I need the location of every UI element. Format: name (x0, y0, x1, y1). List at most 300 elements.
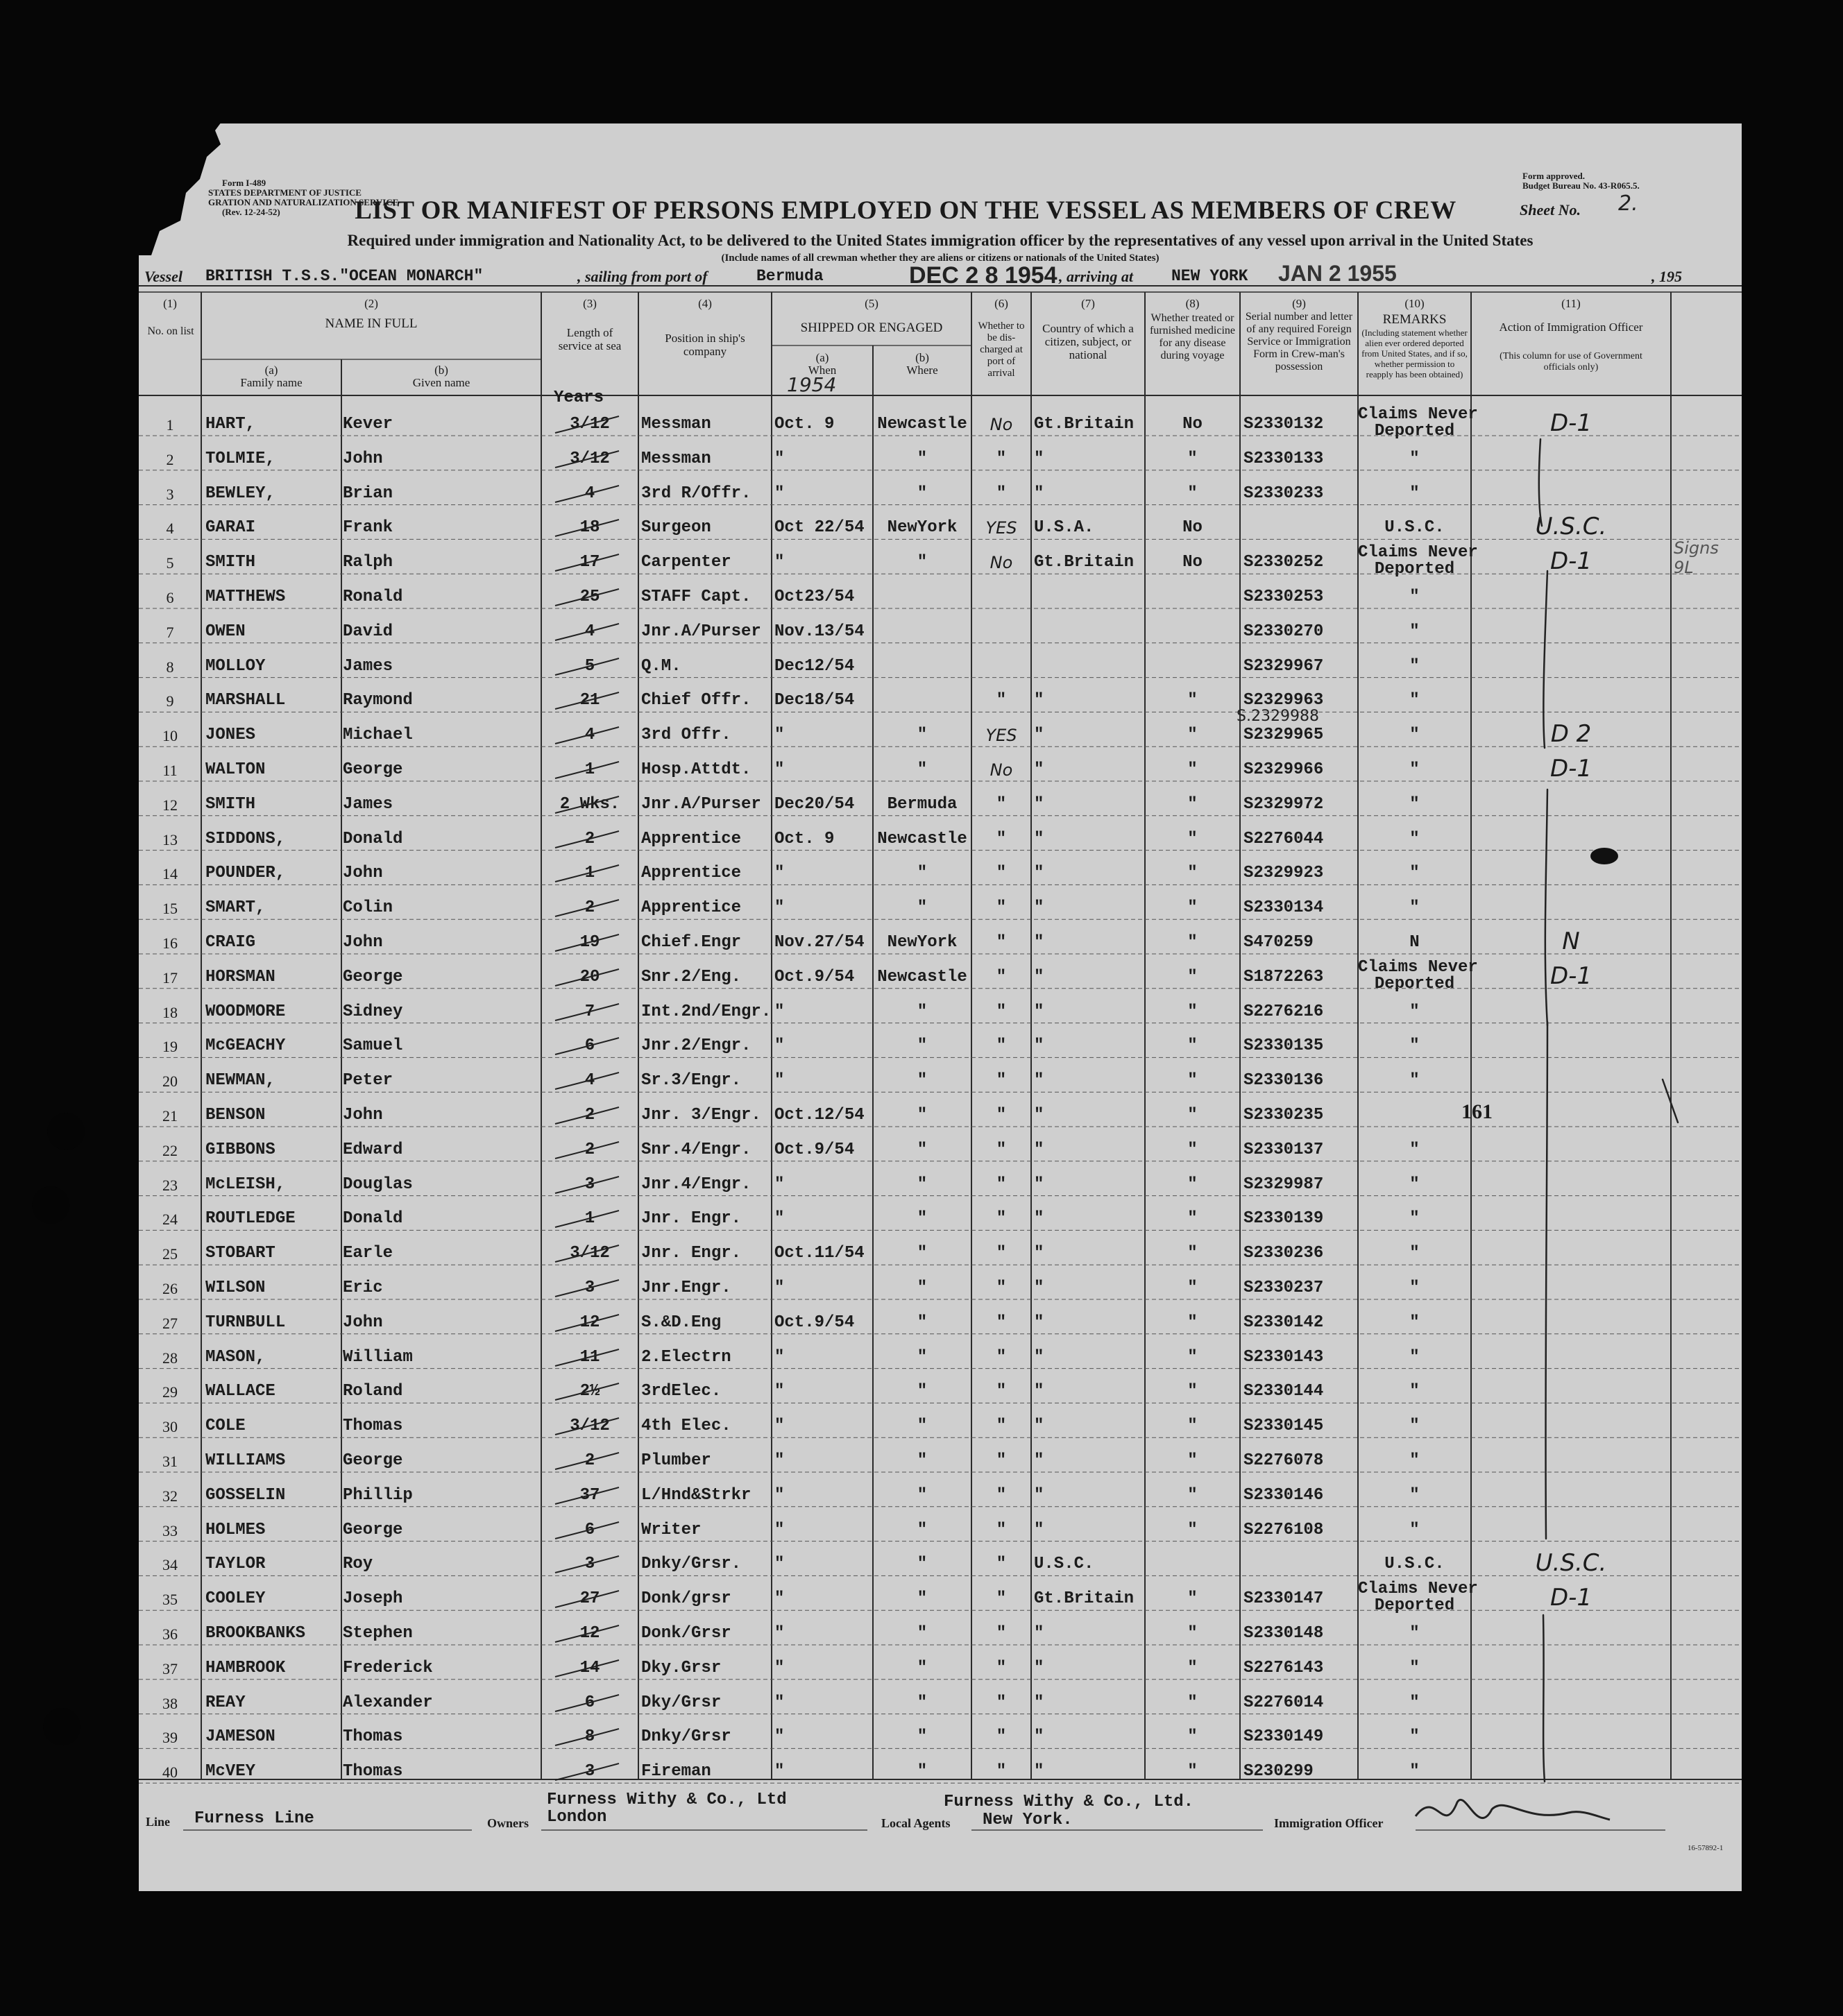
cell-country: " (1034, 691, 1044, 710)
cell-given: Ronald (343, 588, 403, 606)
cell-no: 40 (162, 1763, 178, 1782)
cell-treated: " (1187, 726, 1198, 745)
col11-number: (11) (1561, 297, 1581, 310)
year-handwritten: 1954 (787, 373, 837, 396)
cell-disch: " (996, 1485, 1007, 1505)
col9-number: (9) (1292, 297, 1306, 310)
cell-when: Nov.13/54 (774, 622, 865, 641)
cell-given: Donald (343, 829, 403, 848)
agents-value: Furness Withy & Co., Ltd. (944, 1793, 1194, 1811)
cell-remarks: " (1409, 1036, 1420, 1056)
cell-length: 6 (584, 1036, 595, 1056)
cell-serial: S2330235 (1243, 1106, 1324, 1125)
cell-remarks: " (1409, 1174, 1420, 1194)
cell-where: " (917, 484, 928, 503)
col11-header: Action of Immigration Officer (1499, 321, 1643, 334)
cell-where: " (917, 1658, 928, 1677)
cell-remarks: " (1409, 1485, 1420, 1505)
cell-serial: S2330135 (1243, 1036, 1324, 1056)
cell-when: Oct.9/54 (774, 1313, 855, 1332)
cell-where: " (917, 1106, 928, 1125)
cell-treated: No (1182, 415, 1203, 434)
cell-given: George (343, 760, 403, 779)
cell-position: Jnr.Engr. (641, 1279, 731, 1297)
cell-no: 6 (166, 589, 174, 606)
cell-given: Kever (343, 415, 393, 434)
cell-position: Donk/Grsr (641, 1624, 731, 1643)
cell-serial: S2329966 (1243, 760, 1324, 779)
cell-serial: S2329963 (1243, 691, 1324, 710)
cell-disch: " (996, 1451, 1007, 1470)
immigration-officer-label: Immigration Officer (1274, 1816, 1384, 1830)
cell-serial: S2330149 (1243, 1727, 1324, 1747)
cell-family: JONES (205, 726, 256, 745)
cell-disch: " (996, 1313, 1007, 1332)
cell-where: " (917, 864, 928, 883)
cell-disch: YES (985, 518, 1017, 538)
cell-given: Douglas (343, 1174, 413, 1194)
cell-given: Samuel (343, 1036, 403, 1056)
cell-serial: S2330133 (1243, 449, 1324, 468)
cell-remarks: Claims Never (1358, 405, 1478, 424)
cell-remarks: " (1409, 829, 1420, 848)
cell-country: " (1034, 1658, 1044, 1677)
cell-no: 37 (162, 1659, 178, 1677)
cell-position: Apprentice (641, 898, 742, 918)
cell-treated: " (1187, 1244, 1198, 1263)
cell-no: 34 (162, 1556, 178, 1574)
sailing-label: , sailing from port of (577, 268, 708, 285)
cell-position: Dky/Grsr (641, 1693, 722, 1712)
cell-country: " (1034, 1451, 1044, 1470)
arriving-date-stamp: JAN 2 1955 (1278, 261, 1397, 286)
cell-when: Nov.27/54 (774, 933, 865, 952)
cell-when: Oct23/54 (774, 588, 855, 606)
cell-position: 4th Elec. (641, 1417, 731, 1436)
cell-where: " (917, 1140, 928, 1159)
cell-country: " (1034, 1244, 1044, 1263)
owners-label: Owners (487, 1816, 529, 1830)
cell-remarks: " (1409, 1520, 1420, 1539)
cell-country: " (1034, 794, 1044, 814)
cell-where: " (917, 1555, 928, 1574)
vessel-label: Vessel (144, 268, 182, 285)
cell-given: John (343, 864, 383, 883)
cell-given: Michael (343, 726, 413, 745)
cell-when: " (774, 1417, 785, 1436)
cell-disch: " (996, 1174, 1007, 1194)
cell-where: " (917, 1209, 928, 1229)
cell-family: TOLMIE, (205, 449, 275, 468)
sheet-number-label: Sheet No. (1520, 201, 1581, 219)
cell-where: " (917, 1244, 928, 1263)
cell-when: Dec12/54 (774, 656, 855, 676)
cell-serial: S2329967 (1243, 656, 1324, 676)
cell-no: 19 (162, 1038, 178, 1056)
cell-where: " (917, 1589, 928, 1609)
cell-disch: " (996, 1244, 1007, 1263)
cell-family: BENSON (205, 1106, 266, 1125)
cell-remarks: " (1409, 1002, 1420, 1021)
cell-position: 3rd Offr. (641, 726, 731, 745)
cell-remarks: N (1409, 933, 1420, 952)
cell-treated: " (1187, 1036, 1198, 1056)
cell-disch: " (996, 691, 1007, 710)
cell-no: 14 (162, 865, 178, 883)
cell-remarks: " (1409, 484, 1420, 503)
cell-no: 15 (162, 900, 178, 918)
cell-treated: " (1187, 1727, 1198, 1747)
cell-given: John (343, 449, 383, 468)
cell-family: MATTHEWS (205, 588, 286, 606)
cell-remarks: " (1409, 760, 1420, 779)
cell-length: 1 (584, 864, 595, 883)
cell-length: 3 (584, 1762, 595, 1782)
cell-treated: " (1187, 449, 1198, 468)
cell-no: 13 (162, 830, 178, 848)
cell-country: " (1034, 1520, 1044, 1539)
cell-disch: " (996, 1417, 1007, 1436)
cell-length: 25 (579, 588, 600, 606)
cell-family: BROOKBANKS (205, 1624, 306, 1643)
cell-given: Earle (343, 1244, 393, 1263)
cell-disch: " (996, 1693, 1007, 1712)
cell-treated: " (1187, 898, 1198, 918)
cell-treated: " (1187, 1382, 1198, 1401)
cell-length: 2 (584, 1106, 595, 1125)
cell-length: 3/12 (570, 1417, 610, 1436)
cell-when: Oct. 9 (774, 829, 835, 848)
cell-position: Jnr. Engr. (641, 1209, 742, 1229)
cell-country: " (1034, 484, 1044, 503)
cell-remarks: " (1409, 1382, 1420, 1401)
signs-note: Signs 9L (1674, 538, 1719, 577)
cell-family: MARSHALL (205, 691, 286, 710)
cell-action: D-1 (1549, 409, 1593, 437)
page-number-161: 161 (1461, 1100, 1493, 1123)
col11-note: (This column for use of Government officials only) (1500, 351, 1642, 373)
cell-position: STAFF Capt. (641, 588, 751, 606)
cell-length: 1 (584, 760, 595, 779)
cell-where: " (917, 1002, 928, 1021)
cell-given: Thomas (343, 1762, 403, 1782)
cell-country: " (1034, 1140, 1044, 1159)
cell-position: 2.Electrn (641, 1347, 731, 1367)
cell-when: " (774, 1209, 785, 1229)
cell-disch: " (996, 1382, 1007, 1401)
cell-family: GARAI (205, 518, 256, 538)
cell-family: STOBART (205, 1244, 275, 1263)
cell-country: " (1034, 829, 1044, 848)
cell-remarks: " (1409, 588, 1420, 606)
cell-length: 18 (579, 518, 600, 538)
cell-no: 27 (162, 1314, 178, 1332)
cell-country: " (1034, 1347, 1044, 1367)
cell-where: " (917, 1727, 928, 1747)
cell-position: Jnr.A/Purser (641, 794, 761, 814)
cell-remarks: " (1409, 1451, 1420, 1470)
cell-family: TAYLOR (205, 1555, 266, 1574)
cell-position: Surgeon (641, 518, 711, 538)
cell-no: 23 (162, 1176, 178, 1194)
cell-position: Fireman (641, 1762, 711, 1782)
manifest-title: LIST OR MANIFEST OF PERSONS EMPLOYED ON THE VESSEL AS MEMBERS OF CREW (355, 196, 1456, 225)
cell-action: D-1 (1549, 755, 1593, 783)
cell-given: Sidney (343, 1002, 403, 1021)
cell-family: SMITH (205, 794, 256, 814)
cell-treated: " (1187, 1451, 1198, 1470)
cell-remarks: Claims Never (1358, 543, 1478, 563)
cell-no: 24 (162, 1211, 178, 1229)
cell-disch: " (996, 1520, 1007, 1539)
cell-disch: " (996, 1658, 1007, 1677)
cell-serial: S2330148 (1243, 1624, 1324, 1643)
cell-where: " (917, 1762, 928, 1782)
cell-disch: " (996, 1589, 1007, 1609)
cell-no: 28 (162, 1349, 178, 1367)
form-revision: (Rev. 12-24-52) (222, 207, 280, 217)
cell-when: " (774, 760, 785, 779)
cell-position: Messman (641, 415, 711, 434)
cell-country: " (1034, 449, 1044, 468)
cell-treated: " (1187, 864, 1198, 883)
given-col-letter: (b) (434, 364, 448, 377)
cell-given: George (343, 967, 403, 986)
col1-number: (1) (163, 297, 177, 310)
cell-length: 3 (584, 1555, 595, 1574)
cell-when: " (774, 553, 785, 572)
col8-header: Whether treated or furnished medicine for any disease during voyage (1149, 312, 1236, 361)
cell-given: John (343, 1106, 383, 1125)
cell-treated: " (1187, 691, 1198, 710)
cell-length: 2 (584, 829, 595, 848)
cell-when: " (774, 864, 785, 883)
cell-no: 4 (166, 520, 174, 538)
cell-action: D-1 (1549, 547, 1593, 576)
cell-country: " (1034, 1279, 1044, 1297)
cell-family: GIBBONS (205, 1140, 275, 1159)
cell-treated: " (1187, 1071, 1198, 1091)
cell-no: 29 (162, 1383, 178, 1401)
cell-when: " (774, 726, 785, 745)
cell-given: David (343, 622, 393, 641)
cell-when: " (774, 1347, 785, 1367)
col6-number: (6) (994, 297, 1008, 310)
cell-length: 21 (579, 691, 600, 710)
cell-position: Dnky/Grsr. (641, 1555, 742, 1574)
cell-family: WILLIAMS (205, 1451, 286, 1470)
cell-where: " (917, 1485, 928, 1505)
cell-length: 2½ (579, 1382, 600, 1401)
cell-serial: S1872263 (1243, 967, 1324, 986)
cell-given: Phillip (343, 1485, 413, 1505)
where-col-letter: (b) (915, 351, 929, 364)
cell-when: " (774, 1485, 785, 1505)
cell-family: SIDDONS, (205, 829, 286, 848)
cell-no: 18 (162, 1003, 178, 1021)
years-label: Years (554, 388, 604, 407)
cell-remarks: " (1409, 1624, 1420, 1643)
cell-remarks: Claims Never (1358, 1580, 1478, 1599)
cell-serial: S2330145 (1243, 1417, 1324, 1436)
cell-position: Jnr.4/Engr. (641, 1174, 751, 1194)
col6-header: Whether to be dis-charged at port of arrival (978, 321, 1025, 379)
cell-when: " (774, 449, 785, 468)
cell-position: Dky.Grsr (641, 1658, 722, 1677)
cell-country: " (1034, 1727, 1044, 1747)
cell-country: " (1034, 1417, 1044, 1436)
col10-header: REMARKS (1382, 312, 1447, 327)
manifest-sheet (139, 123, 1742, 1891)
cell-treated: " (1187, 1174, 1198, 1194)
cell-when: " (774, 1451, 785, 1470)
vessel-name: BRITISH T.S.S."OCEAN MONARCH" (205, 267, 484, 285)
cell-country: " (1034, 1382, 1044, 1401)
cell-where: " (917, 1313, 928, 1332)
cell-serial: S2329923 (1243, 864, 1324, 883)
cell-length: 8 (584, 1727, 595, 1747)
cell-family: HORSMAN (205, 967, 275, 986)
given-col-header: Given name (412, 376, 470, 389)
cell-serial: S2330236 (1243, 1244, 1324, 1263)
cell-action: U.S.C. (1535, 513, 1607, 541)
cell-position: 3rd R/Offr. (641, 484, 751, 503)
cell-length: 4 (584, 726, 595, 745)
cell-no: 3 (166, 485, 174, 503)
budget-bureau: Budget Bureau No. 43-R065.5. (1522, 180, 1640, 191)
cell-given: Donald (343, 1209, 403, 1229)
cell-length: 1 (584, 1209, 595, 1229)
cell-where: " (917, 726, 928, 745)
cell-no: 7 (166, 623, 174, 641)
cell-given: Roland (343, 1382, 403, 1401)
cell-family: COLE (205, 1417, 246, 1436)
cell-serial: S2330144 (1243, 1382, 1324, 1401)
cell-length: 3/12 (570, 415, 610, 434)
col7-number: (7) (1081, 297, 1095, 310)
punch-hole (43, 1708, 80, 1745)
cell-no: 5 (166, 554, 174, 572)
cell-length: 11 (579, 1347, 600, 1367)
cell-treated: " (1187, 1520, 1198, 1539)
cell-no: 38 (162, 1694, 178, 1712)
cell-length: 2 (584, 1451, 595, 1470)
cell-when: Oct.9/54 (774, 967, 855, 986)
cell-length: 6 (584, 1520, 595, 1539)
cell-treated: " (1187, 1658, 1198, 1677)
cell-no: 25 (162, 1245, 178, 1263)
family-col-letter: (a) (264, 364, 278, 377)
cell-where: " (917, 1347, 928, 1367)
cell-country: " (1034, 1071, 1044, 1091)
cell-no: 30 (162, 1418, 178, 1436)
cell-country: " (1034, 1174, 1044, 1194)
cell-treated: " (1187, 1140, 1198, 1159)
cell-remarks: " (1409, 794, 1420, 814)
when-col-letter: (a) (815, 351, 829, 364)
owners-value: Furness Withy & Co., Ltd (547, 1791, 787, 1809)
cell-where: " (917, 1693, 928, 1712)
cell-treated: " (1187, 829, 1198, 848)
cell-family: BEWLEY, (205, 484, 275, 503)
cell-remarks: " (1409, 898, 1420, 918)
cell-given: Colin (343, 898, 393, 918)
cell-family: MASON, (205, 1347, 266, 1367)
cell-given: Ralph (343, 553, 393, 572)
cell-position: Carpenter (641, 553, 731, 572)
cell-length: 3 (584, 1279, 595, 1297)
cell-serial: S2329987 (1243, 1174, 1324, 1194)
cell-remarks: " (1409, 656, 1420, 676)
cell-serial: S2330142 (1243, 1313, 1324, 1332)
cell-serial: S2330253 (1243, 588, 1324, 606)
col10-note: (Including statement whether alien ever ordered deported from United States, and if so, whether permission to reapply has been obtained) (1361, 327, 1468, 379)
cell-treated: No (1182, 553, 1203, 572)
cell-treated: " (1187, 1693, 1198, 1712)
cell-where: " (917, 1417, 928, 1436)
cell-given: John (343, 933, 383, 952)
agency-line1: STATES DEPARTMENT OF JUSTICE (208, 187, 362, 198)
cell-when: " (774, 1036, 785, 1056)
cell-given: George (343, 1520, 403, 1539)
cell-no: 20 (162, 1073, 178, 1091)
cell-position: Dnky/Grsr (641, 1727, 731, 1747)
cell-action: D-1 (1549, 1584, 1593, 1612)
cell-length: 19 (579, 933, 600, 952)
cell-family: TURNBULL (205, 1313, 286, 1332)
cell-country: " (1034, 1624, 1044, 1643)
cell-where: " (917, 449, 928, 468)
cell-remarks-line2: Deported (1374, 422, 1455, 441)
family-col-header: Family name (240, 376, 303, 389)
cell-disch: " (996, 1140, 1007, 1159)
cell-position: Writer (641, 1520, 702, 1539)
arriving-port: NEW YORK (1171, 267, 1248, 285)
cell-treated: " (1187, 794, 1198, 814)
cell-family: HAMBROOK (205, 1658, 286, 1677)
cell-given: George (343, 1451, 403, 1470)
cell-treated: " (1187, 1313, 1198, 1332)
cell-given: Thomas (343, 1417, 403, 1436)
cell-given: Frank (343, 518, 393, 538)
col5-number: (5) (865, 297, 878, 310)
cell-position: Sr.3/Engr. (641, 1071, 742, 1091)
cell-serial: S2276044 (1243, 829, 1324, 848)
cell-no: 32 (162, 1487, 178, 1505)
cell-length: 12 (579, 1313, 600, 1332)
agents-label: Local Agents (881, 1816, 951, 1830)
cell-length: 7 (584, 1002, 595, 1021)
cell-family: MOLLOY (205, 656, 266, 676)
cell-length: 37 (579, 1485, 600, 1505)
cell-when: " (774, 1279, 785, 1297)
cell-position: Snr.4/Engr. (641, 1140, 751, 1159)
cell-no: 26 (162, 1280, 178, 1297)
cell-family: GOSSELIN (205, 1485, 286, 1505)
cell-family: HOLMES (205, 1520, 266, 1539)
cell-when: " (774, 1589, 785, 1609)
cell-serial: S2329972 (1243, 794, 1324, 814)
cell-family: REAY (205, 1693, 246, 1712)
where-col-header: Where (906, 364, 938, 377)
cell-country: " (1034, 1106, 1044, 1125)
cell-serial: S2276143 (1243, 1658, 1324, 1677)
cell-country: " (1034, 898, 1044, 918)
cell-remarks: " (1409, 864, 1420, 883)
cell-where: " (917, 898, 928, 918)
cell-treated: No (1182, 518, 1203, 538)
cell-country: " (1034, 1693, 1044, 1712)
